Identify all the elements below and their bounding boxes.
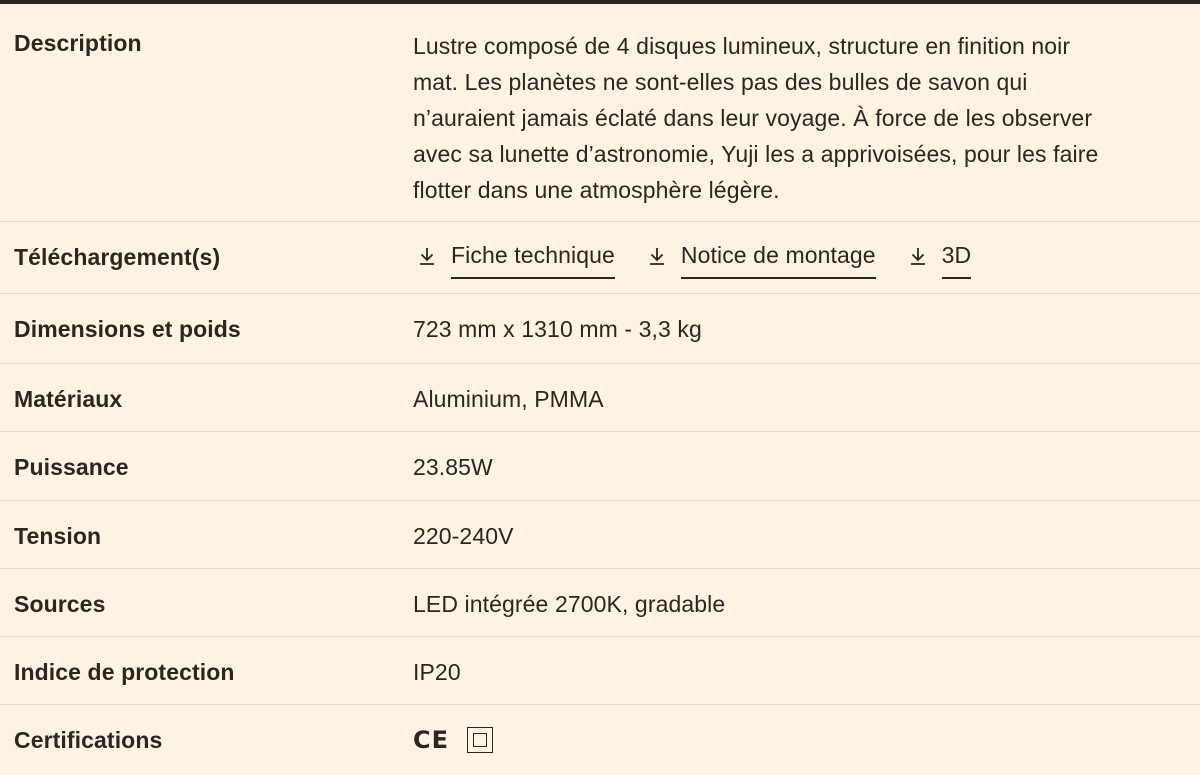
spec-row-dimensions [0, 294, 1200, 364]
download-icon [908, 244, 928, 268]
spec-label-protection: Indice de protection [14, 659, 235, 685]
ce-mark-icon: CE [413, 726, 450, 754]
spec-label-voltage: Tension [14, 523, 102, 549]
double-insulation-icon [467, 727, 493, 753]
spec-label-power: Puissance [14, 454, 129, 480]
description-line: flotter dans une atmosphère légère. [413, 177, 780, 203]
download-link-label[interactable]: Fiche technique [451, 242, 615, 279]
spec-row-power [0, 432, 1200, 501]
spec-row-downloads [0, 222, 1200, 294]
spec-row-description [0, 4, 1200, 222]
download-icon [647, 244, 667, 268]
description-line: n’auraient jamais éclaté dans leur voyage. À force de les observer [413, 105, 1093, 131]
spec-value-sources: LED intégrée 2700K, gradable [413, 591, 726, 617]
spec-row-protection [0, 637, 1200, 705]
spec-value-protection: IP20 [413, 659, 461, 685]
spec-row-sources [0, 569, 1200, 637]
spec-label-materials: Matériaux [14, 386, 123, 412]
download-icon [417, 244, 437, 268]
description-line: avec sa lunette d’astronomie, Yuji les a apprivoisées, pour les faire [413, 141, 1099, 167]
spec-row-materials [0, 364, 1200, 432]
spec-value-dimensions: 723 mm x 1310 mm - 3,3 kg [413, 316, 702, 342]
spec-label-downloads: Téléchargement(s) [14, 244, 221, 270]
spec-label-sources: Sources [14, 591, 106, 617]
spec-row-voltage [0, 501, 1200, 569]
download-link-label[interactable]: 3D [942, 242, 972, 279]
description-line: Lustre composé de 4 disques lumineux, structure en finition noir [413, 33, 1071, 59]
spec-row-certifications [0, 705, 1200, 775]
download-notice-montage-link[interactable] [647, 242, 876, 279]
download-fiche-technique-link[interactable] [417, 242, 615, 279]
spec-label-certifications: Certifications [14, 727, 163, 753]
description-line: mat. Les planètes ne sont-elles pas des bulles de savon qui [413, 69, 1028, 95]
spec-value-materials: Aluminium, PMMA [413, 386, 604, 412]
download-links [417, 242, 971, 279]
spec-label-description: Description [14, 30, 142, 56]
double-insulation-inner-square [473, 733, 487, 747]
download-link-label[interactable]: Notice de montage [681, 242, 876, 279]
download-3d-link[interactable] [908, 242, 972, 279]
spec-value-voltage: 220-240V [413, 523, 514, 549]
spec-value-description [413, 28, 1183, 208]
spec-value-power: 23.85W [413, 454, 493, 480]
spec-label-dimensions: Dimensions et poids [14, 316, 241, 342]
certification-marks [413, 726, 493, 754]
